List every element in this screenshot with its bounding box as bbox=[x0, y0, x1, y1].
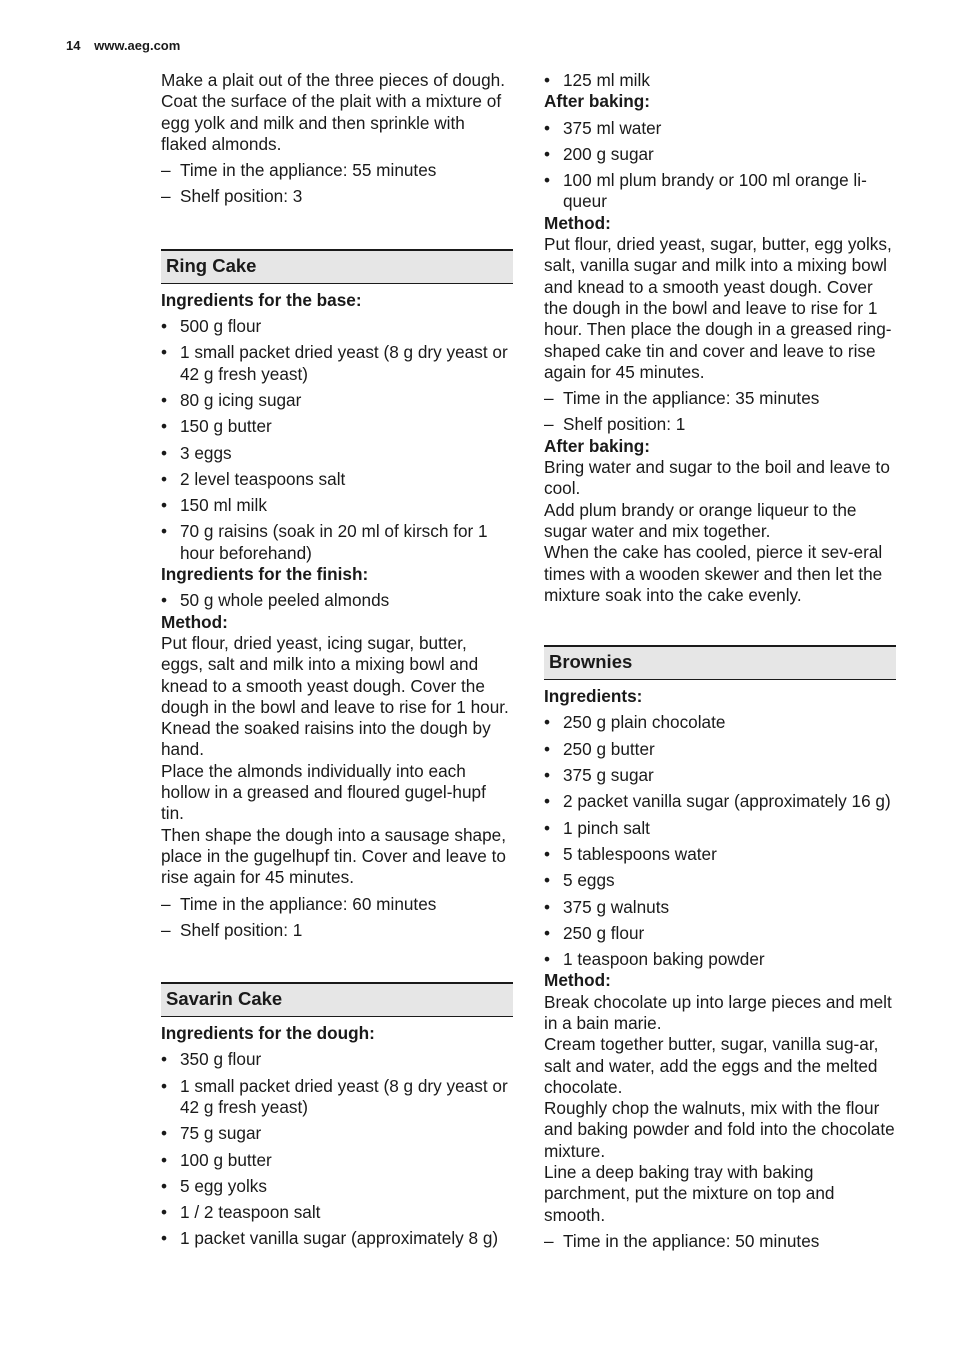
method-step: – Time in the appliance: 35 minutes bbox=[544, 388, 820, 409]
list-item: • 250 g butter bbox=[544, 738, 655, 759]
ring-cake-heading: Ring Cake bbox=[161, 249, 513, 284]
page-header bbox=[66, 38, 180, 53]
list-item: • 1 small packet dried yeast (8 g dry yeast or 42 g fresh yeast) bbox=[161, 1075, 508, 1117]
list-item: • 80 g icing sugar bbox=[161, 389, 302, 410]
intro-step: – Shelf position: 3 bbox=[161, 186, 303, 207]
list-item: • 200 g sugar bbox=[544, 143, 654, 164]
after-baking-paragraph: Add plum brandy or orange liqueur to the sugar water and mix together. bbox=[544, 499, 857, 541]
list-item: • 150 g butter bbox=[161, 416, 272, 437]
site-url[interactable]: www.aeg.com bbox=[94, 38, 181, 53]
finish-label: Ingredients for the finish: bbox=[161, 564, 369, 585]
savarin-cake-heading: Savarin Cake bbox=[161, 982, 513, 1017]
method-label: Method: bbox=[544, 970, 611, 991]
page-number: 14 bbox=[66, 38, 81, 53]
list-item: • 1 pinch salt bbox=[544, 817, 650, 838]
list-item: • 5 egg yolks bbox=[161, 1175, 267, 1196]
after-baking-paragraph: Bring water and sugar to the boil and leave to cool. bbox=[544, 457, 890, 499]
left-column bbox=[161, 70, 513, 1255]
list-item: • 125 ml milk bbox=[544, 70, 650, 90]
list-item: • 5 eggs bbox=[544, 870, 615, 891]
list-item: • 70 g raisins (soak in 20 ml of kirsch for 1 hour beforehand) bbox=[161, 521, 488, 563]
method-paragraph: Put flour, dried yeast, sugar, butter, egg yolks, salt, vanilla sugar and milk into a mixing bowl and knead to a smooth yeast dough. Cover the dough in the bowl and leave to rise for 1 hour. Then place the dough in a greased ring-shaped cake tin and cover and leave to rise again for 45 minutes. bbox=[544, 234, 892, 382]
intro-paragraph: Make a plait out of the three pieces of dough. Coat the surface of the plait with a mixture of egg yolk and milk and then sprinkle with flaked almonds. bbox=[161, 70, 505, 154]
list-item: • 100 ml plum brandy or 100 ml orange li-queur bbox=[544, 170, 867, 212]
method-paragraph: Place the almonds individually into each hollow in a greased and floured gugel-hupf tin. bbox=[161, 760, 486, 824]
right-column bbox=[544, 70, 896, 1257]
method-paragraph: Roughly chop the walnuts, mix with the flour and baking powder and fold into the chocolate mixture. bbox=[544, 1098, 895, 1161]
list-item: • 375 g walnuts bbox=[544, 896, 670, 917]
after-baking-paragraph: When the cake has cooled, pierce it sev-eral times with a wooden skewer and then let the mixture soak into the cake evenly. bbox=[544, 542, 883, 605]
method-step: – Time in the appliance: 50 minutes bbox=[544, 1230, 820, 1251]
list-item: • 350 g flour bbox=[161, 1049, 262, 1070]
method-step: – Shelf position: 1 bbox=[544, 414, 686, 435]
list-item: • 3 eggs bbox=[161, 442, 232, 463]
method-paragraph: Then shape the dough into a sausage shape, place in the gugelhupf tin. Cover and leave to rise again for 45 minutes. bbox=[161, 824, 506, 888]
list-item: • 5 tablespoons water bbox=[544, 843, 717, 864]
ingredients-label: Ingredients: bbox=[544, 686, 643, 707]
list-item: • 50 g whole peeled almonds bbox=[161, 590, 390, 611]
list-item: • 1 small packet dried yeast (8 g dry yeast or 42 g fresh yeast) bbox=[161, 342, 508, 384]
list-item: • 375 ml water bbox=[544, 117, 662, 138]
list-item: • 500 g flour bbox=[161, 316, 262, 337]
method-paragraph: Cream together butter, sugar, vanilla sug-ar, salt and water, add the eggs and the melted chocolate. bbox=[544, 1034, 879, 1097]
method-paragraph: Break chocolate up into large pieces and melt in a bain marie. bbox=[544, 991, 892, 1033]
method-step: – Shelf position: 1 bbox=[161, 919, 303, 940]
after-baking-label: After baking: bbox=[544, 435, 650, 456]
intro-step: – Time in the appliance: 55 minutes bbox=[161, 160, 437, 181]
method-step: – Time in the appliance: 60 minutes bbox=[161, 893, 437, 914]
list-item: • 2 packet vanilla sugar (approximately 16 g) bbox=[544, 791, 891, 812]
method-paragraph: Put flour, dried yeast, icing sugar, butter, eggs, salt and milk into a mixing bowl and knead to a smooth yeast dough. Cover the dough in the bowl and leave to rise for 1 hour. bbox=[161, 632, 509, 717]
list-item: • 2 level teaspoons salt bbox=[161, 468, 346, 489]
dough-label: Ingredients for the dough: bbox=[161, 1023, 375, 1044]
list-item: • 1 / 2 teaspoon salt bbox=[161, 1202, 321, 1223]
list-item: • 1 teaspoon baking powder bbox=[544, 949, 765, 970]
method-paragraph: Line a deep baking tray with baking parchment, put the mixture on top and smooth. bbox=[544, 1162, 835, 1225]
dough-ingredient-list bbox=[161, 1049, 513, 1249]
list-item: • 75 g sugar bbox=[161, 1123, 262, 1144]
method-label: Method: bbox=[544, 212, 611, 233]
list-item: • 100 g butter bbox=[161, 1149, 272, 1170]
base-ingredient-list bbox=[161, 316, 513, 564]
after-baking-list bbox=[544, 118, 896, 213]
brownies-ingredient-list bbox=[544, 712, 896, 970]
list-item: • 250 g plain chocolate bbox=[544, 712, 726, 733]
brownies-heading: Brownies bbox=[544, 645, 896, 680]
list-item: • 375 g sugar bbox=[544, 765, 654, 786]
base-label: Ingredients for the base: bbox=[161, 289, 362, 310]
list-item: • 150 ml milk bbox=[161, 495, 267, 516]
list-item: • 250 g flour bbox=[544, 922, 645, 943]
after-baking-label: After baking: bbox=[544, 91, 650, 112]
method-label: Method: bbox=[161, 611, 228, 632]
method-paragraph: Knead the soaked raisins into the dough by hand. bbox=[161, 718, 491, 760]
list-item: • 1 packet vanilla sugar (approximately 8 g) bbox=[161, 1228, 499, 1249]
